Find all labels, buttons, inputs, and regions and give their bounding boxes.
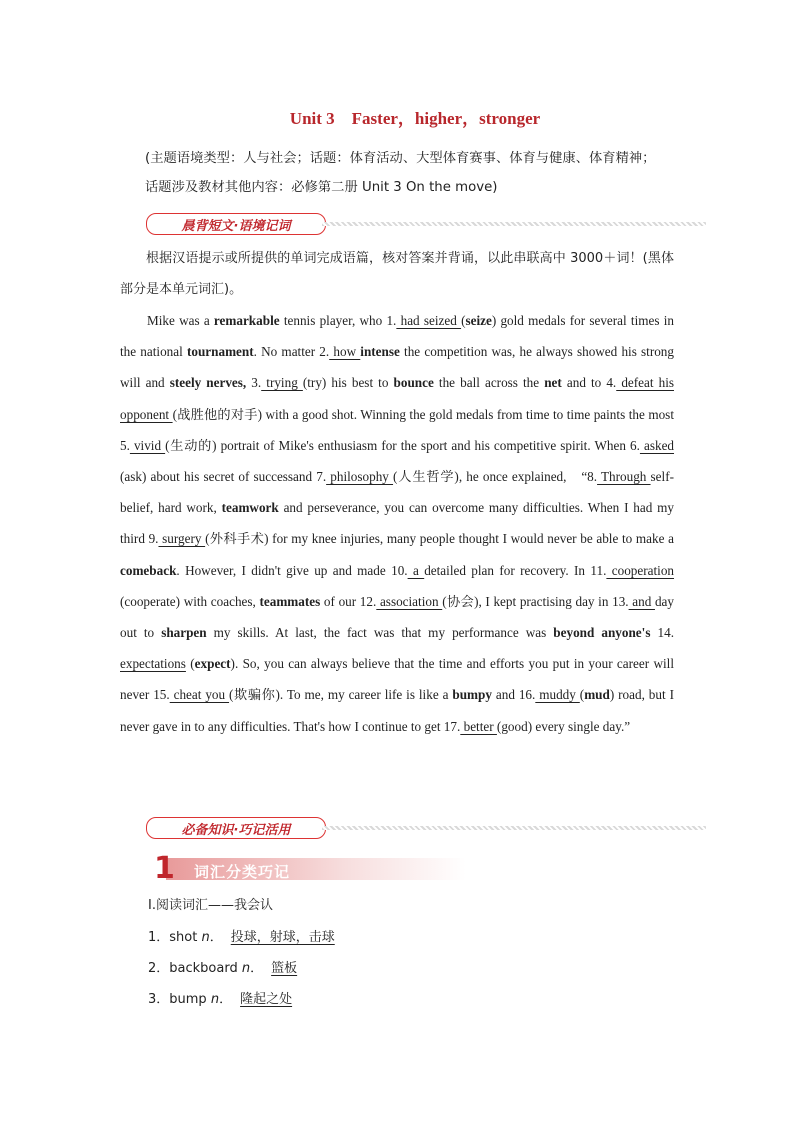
vocab-item: 3．bump n． 隆起之处 — [148, 992, 293, 1007]
blank-answer: cooperation — [606, 562, 675, 578]
section-banner-knowledge — [146, 817, 706, 839]
vocab-item: 1．shot n． 投球，射球，击球 — [148, 930, 335, 945]
blank-answer: how — [329, 344, 361, 360]
blank-answer: association — [376, 593, 443, 609]
section-title: 词汇分类巧记 — [194, 863, 291, 881]
blank-answer: muddy — [535, 687, 580, 703]
banner-label: 必备知识·巧记活用 — [146, 817, 326, 839]
blank-answer: expectations — [120, 656, 186, 672]
banner-label: 晨背短文·语境记词 — [146, 213, 326, 235]
blank-answer: cheat you — [169, 687, 230, 703]
blank-answer: defeat his opponent — [120, 375, 674, 422]
blank-answer: Through — [597, 469, 651, 485]
section-number: 1 — [154, 851, 175, 886]
section-heading — [146, 851, 466, 886]
unit-title: Unit 3 Faster，higher，stronger — [289, 109, 541, 128]
blank-answer: vivid — [129, 437, 166, 453]
blank-answer: and — [628, 593, 655, 609]
theme-line-1: (主题语境类型：人与社会；话题：体育活动、大型体育赛事、体育与健康、体育精神； — [145, 151, 656, 166]
story-passage: Mike was a remarkable tennis player, who 1. had seized (seize) gold medals for several times in the national tournament. No matter 2. how intense the competition was, he always showed his strong will and steely nerves, 3. trying (try) his best to bounce the ball across the net and to 4. defeat his opponent (战胜他的对手) with a good shot. Winning the gold medals from time to time paints the most 5. vivid (生动的) portrait of Mike's enthusiasm for the sport and his competitive spirit. When 6. asked (ask) about his secret of successand 7. philosophy (人生哲学), he once explained, “8. Through self-belief, hard work, teamwork and perseverance, you can overcome many difficulties. When I had my third 9. surgery (外科手术) for my knee injuries, many people thought I would never be able to make a comeback. However, I didn't give up and made 10. a detailed plan for recovery. In 11. cooperation (cooperate) with coaches, teammates of our 12. association (协会), I kept practising day in 13. and day out to sharpen my skills. At last, the fact was that my performance was beyond anyone's 14. expectations (expect). So, you can always believe that the time and efforts you put in your career will never 15. cheat you (欺骗你). To me, my career life is like a bumpy and 16. muddy (mud) road, but I never gave in to any difficulties. That's how I continue to get 17. better (good) every single day.” — [120, 313, 675, 734]
banner-divider — [322, 222, 706, 226]
blank-answer: a — [407, 562, 425, 578]
banner-divider — [322, 826, 706, 830]
blank-answer: better — [460, 718, 497, 734]
vocab-item: 2．backboard n． 篮板 — [148, 961, 298, 976]
instruction-text: 根据汉语提示或所提供的单词完成语篇，核对答案并背诵，以此串联高中 3000＋词！(黑体部分是本单元词汇)。 — [120, 251, 674, 298]
blank-answer: philosophy — [326, 469, 394, 485]
theme-note — [145, 144, 685, 202]
blank-answer: surgery — [158, 531, 206, 547]
vocab-heading: Ⅰ.阅读词汇——我会认 — [148, 898, 273, 913]
blank-answer: had seized — [396, 313, 462, 328]
blank-answer: asked — [639, 437, 675, 453]
blank-answer: trying — [261, 375, 303, 391]
section-banner-morning — [146, 213, 706, 235]
theme-line-2: 话题涉及教材其他内容：必修第二册 Unit 3 On the move) — [145, 180, 498, 195]
